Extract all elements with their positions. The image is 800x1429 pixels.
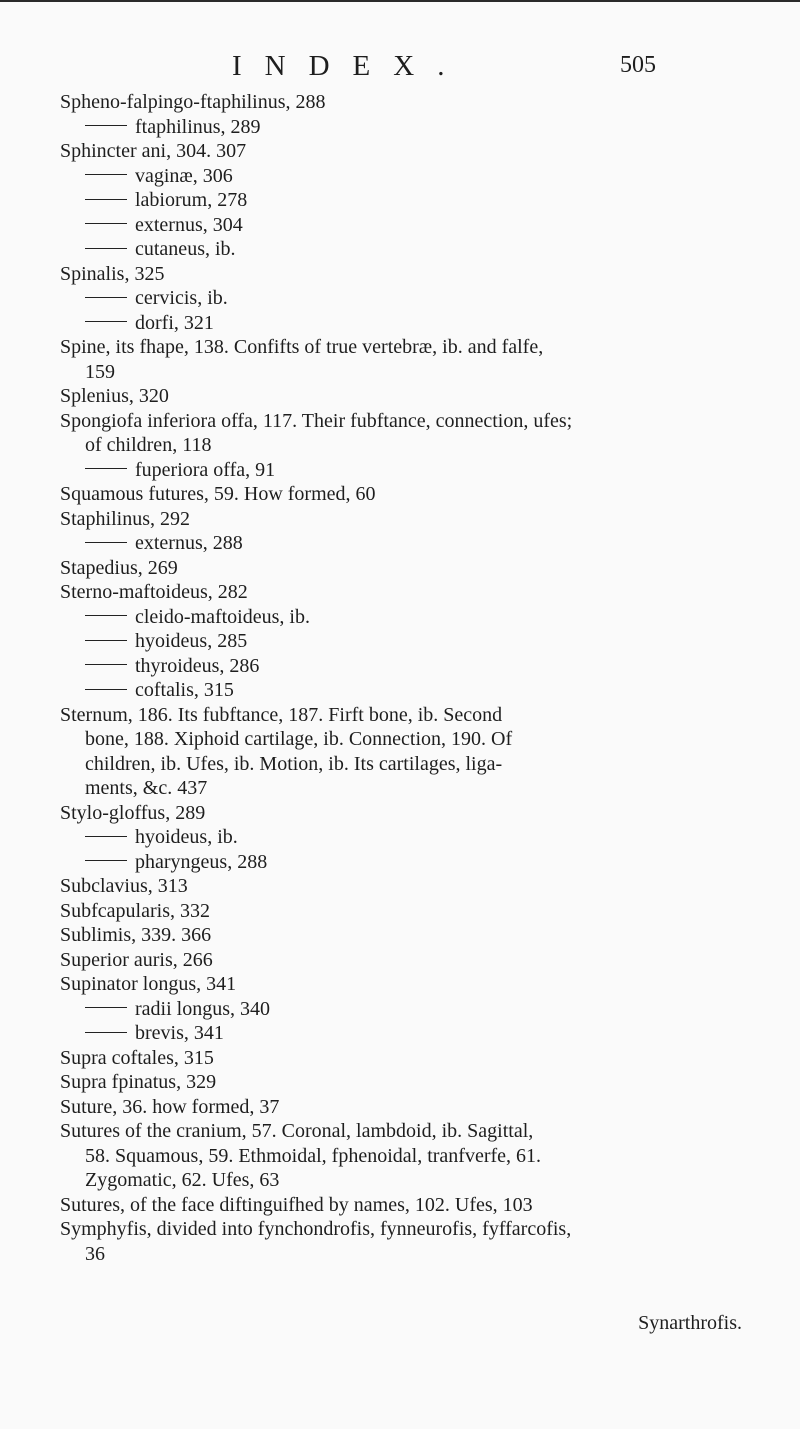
index-entry-continuation <box>60 433 760 458</box>
index-entry <box>60 556 760 581</box>
entry-text: Subfcapularis, 332 <box>60 899 210 922</box>
index-entry <box>60 409 760 434</box>
entry-text: Superior auris, 266 <box>60 948 213 971</box>
entry-text: fuperiora offa, 91 <box>135 458 276 481</box>
index-entry <box>60 1070 760 1095</box>
entry-text: thyroideus, 286 <box>135 654 260 677</box>
index-entry <box>60 1193 760 1218</box>
index-entry <box>60 874 760 899</box>
ditto-dash <box>85 248 127 249</box>
index-entry <box>60 262 760 287</box>
entry-text: children, ib. Ufes, ib. Motion, ib. Its cartilages, liga- <box>85 752 503 775</box>
ditto-dash <box>85 689 127 690</box>
entry-text: Spine, its fhape, 138. Confifts of true vertebræ, ib. and falfe, <box>60 336 544 358</box>
ditto-dash <box>85 174 127 175</box>
entry-text: Staphilinus, 292 <box>60 507 191 530</box>
ditto-dash <box>85 836 127 837</box>
entry-text: cutaneus, ib. <box>135 238 236 260</box>
entry-text: Supra fpinatus, 329 <box>60 1071 217 1093</box>
ditto-dash <box>85 664 127 665</box>
index-entry <box>60 972 760 997</box>
index-subentry <box>60 605 760 630</box>
index-subentry <box>60 311 760 336</box>
page-header <box>0 50 800 86</box>
ditto-dash <box>85 297 127 298</box>
index-entry <box>60 482 760 507</box>
entry-text: brevis, 341 <box>135 1022 224 1044</box>
index-entry-continuation <box>60 360 760 385</box>
index-entry <box>60 801 760 826</box>
index-subentry <box>60 458 760 483</box>
entry-text: Sutures, of the face diftinguifhed by names, 102. Ufes, 103 <box>60 1193 533 1216</box>
entry-text: Sterno-maftoideus, 282 <box>60 581 248 603</box>
index-entry <box>60 1095 760 1120</box>
index-entry <box>60 507 760 532</box>
index-entry-continuation <box>60 776 760 801</box>
index-subentry <box>60 850 760 875</box>
index-entry <box>60 580 760 605</box>
index-entry <box>60 703 760 728</box>
index-entry-continuation <box>60 1168 760 1193</box>
index-subentry <box>60 164 760 189</box>
index-subentry <box>60 629 760 654</box>
entry-text: externus, 288 <box>135 532 243 554</box>
index-entry-continuation <box>60 752 760 777</box>
index-entry <box>60 948 760 973</box>
entry-text: externus, 304 <box>135 213 243 236</box>
index-entry <box>60 90 760 115</box>
index-entry <box>60 1119 760 1144</box>
index-subentry <box>60 678 760 703</box>
entry-text: Supra coftales, 315 <box>60 1046 214 1069</box>
index-entry <box>60 923 760 948</box>
entry-text: Stapedius, 269 <box>60 556 178 579</box>
ditto-dash <box>85 468 127 469</box>
entry-text: Sutures of the cranium, 57. Coronal, lambdoid, ib. Sagittal, <box>60 1120 534 1142</box>
entry-text: ments, &c. 437 <box>85 777 208 799</box>
entry-text: labiorum, 278 <box>135 189 248 211</box>
entry-text: Spheno-falpingo-ftaphilinus, 288 <box>60 91 326 113</box>
index-entry-continuation <box>60 1242 760 1267</box>
page-edge-rule <box>0 0 800 2</box>
index-subentry <box>60 997 760 1022</box>
entry-text: Splenius, 320 <box>60 385 169 407</box>
ditto-dash <box>85 615 127 616</box>
entry-text: 159 <box>85 360 115 383</box>
entry-text: ftaphilinus, 289 <box>135 115 261 138</box>
entry-text: Sphincter ani, 304. 307 <box>60 140 247 162</box>
index-entry <box>60 335 760 360</box>
entry-text: Subclavius, 313 <box>60 875 188 897</box>
ditto-dash <box>85 640 127 641</box>
index-subentry <box>60 213 760 238</box>
index-subentry <box>60 188 760 213</box>
catchword: Synarthrofis. <box>638 1312 742 1334</box>
index-entry-continuation <box>60 1144 760 1169</box>
ditto-dash <box>85 199 127 200</box>
ditto-dash <box>85 1032 127 1033</box>
index-subentry <box>60 237 760 262</box>
entry-text: cervicis, ib. <box>135 287 228 309</box>
entry-text: pharyngeus, 288 <box>135 850 268 873</box>
entry-text: Spongiofa inferiora offa, 117. Their fubftance, connection, ufes; <box>60 409 573 432</box>
entry-text: coftalis, 315 <box>135 679 234 701</box>
ditto-dash <box>85 321 127 322</box>
index-subentry <box>60 654 760 679</box>
entry-text: 36 <box>85 1242 105 1265</box>
index-entry-continuation <box>60 727 760 752</box>
entry-text: hyoideus, 285 <box>135 630 248 652</box>
index-subentry <box>60 825 760 850</box>
index-entry <box>60 899 760 924</box>
entry-text: Sublimis, 339. 366 <box>60 924 212 946</box>
index-subentry <box>60 1021 760 1046</box>
entry-text: Sternum, 186. Its fubftance, 187. Firft bone, ib. Second <box>60 703 503 726</box>
index-subentry <box>60 115 760 140</box>
entry-text: Spinalis, 325 <box>60 262 165 285</box>
index-entry <box>60 1217 760 1242</box>
entry-text: dorfi, 321 <box>135 311 214 334</box>
entry-text: Suture, 36. how formed, 37 <box>60 1095 280 1118</box>
index-entries <box>60 90 760 1266</box>
entry-text: of children, 118 <box>85 434 212 456</box>
entry-text: Symphyfis, divided into fynchondrofis, fynneurofis, fyffarcofis, <box>60 1218 572 1240</box>
index-entry <box>60 139 760 164</box>
entry-text: Supinator longus, 341 <box>60 973 237 995</box>
entry-text: radii longus, 340 <box>135 997 270 1020</box>
entry-text: Zygomatic, 62. Ufes, 63 <box>85 1169 280 1191</box>
index-subentry <box>60 286 760 311</box>
entry-text: 58. Squamous, 59. Ethmoidal, fphenoidal, tranfverfe, 61. <box>85 1144 542 1167</box>
ditto-dash <box>85 1007 127 1008</box>
entry-text: hyoideus, ib. <box>135 826 238 848</box>
page-title: INDEX. <box>232 50 468 82</box>
index-entry <box>60 1046 760 1071</box>
entry-text: Squamous futures, 59. How formed, 60 <box>60 483 376 505</box>
ditto-dash <box>85 125 127 126</box>
entry-text: cleido-maftoideus, ib. <box>135 605 310 628</box>
page-number: 505 <box>620 52 656 78</box>
ditto-dash <box>85 223 127 224</box>
entry-text: bone, 188. Xiphoid cartilage, ib. Connection, 190. Of <box>85 728 513 750</box>
ditto-dash <box>85 542 127 543</box>
index-subentry <box>60 531 760 556</box>
index-entry <box>60 384 760 409</box>
entry-text: vaginæ, 306 <box>135 164 233 187</box>
entry-text: Stylo-gloffus, 289 <box>60 801 206 824</box>
ditto-dash <box>85 860 127 861</box>
